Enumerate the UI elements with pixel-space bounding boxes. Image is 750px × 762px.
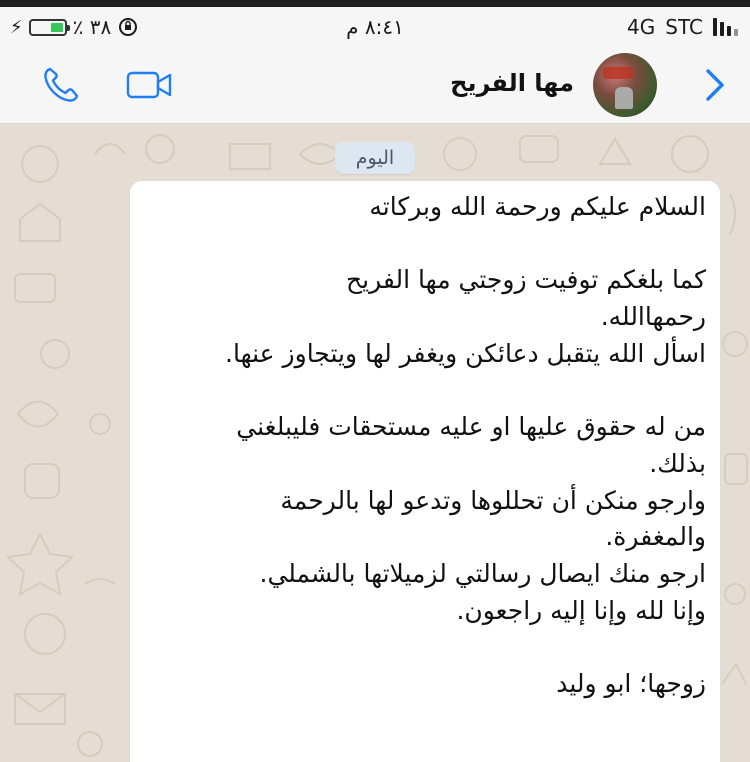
- message-line: رحمهاالله.: [600, 302, 706, 332]
- message-line: والمغفرة.: [605, 522, 706, 552]
- status-time: ٨:٤١ م: [346, 15, 404, 39]
- phone-icon[interactable]: [40, 64, 82, 106]
- carrier-name: STC: [665, 15, 703, 39]
- charging-bolt-icon: ⚡: [10, 16, 23, 38]
- message-line: كما بلغكم توفيت زوجتي مها الفريح: [346, 265, 706, 295]
- top-edge: [0, 0, 750, 7]
- message-line: من له حقوق عليها او عليه مستحقات فليبلغني: [236, 412, 706, 442]
- message-line: [146, 372, 706, 409]
- signal-bars-icon: [713, 18, 738, 36]
- message-line: اسأل الله يتقبل دعائكن ويغفر لها ويتجاوز عنها.: [225, 338, 706, 368]
- network-type: 4G: [627, 15, 656, 39]
- date-separator: اليوم: [335, 142, 415, 174]
- message-bubble[interactable]: [130, 181, 720, 762]
- back-chevron-icon[interactable]: [700, 65, 730, 105]
- message-line: زوجها؛ ابو وليد: [556, 668, 706, 698]
- chat-header: [0, 47, 750, 124]
- message-line: [146, 629, 706, 666]
- message-line: وارجو منكن أن تحللوها وتدعو لها بالرحمة: [280, 485, 706, 515]
- chat-area[interactable]: [0, 124, 750, 762]
- video-camera-icon[interactable]: [126, 69, 174, 101]
- status-bar: [0, 7, 750, 47]
- message-line: السلام عليكم ورحمة الله وبركاته: [369, 192, 706, 221]
- status-right: [627, 15, 738, 39]
- message-text: [146, 189, 706, 703]
- message-line: [146, 226, 706, 263]
- message-line: وإنا لله وإنا إليه راجعون.: [456, 595, 706, 625]
- message-line: ارجو منك ايصال رسالتي لزميلاتها بالشملي.: [259, 558, 706, 588]
- message-line: بذلك.: [649, 448, 706, 478]
- contact-avatar[interactable]: [593, 53, 657, 117]
- battery-percent: ٣٨ ٪: [72, 15, 112, 39]
- contact-name[interactable]: مها الفريح: [450, 69, 574, 97]
